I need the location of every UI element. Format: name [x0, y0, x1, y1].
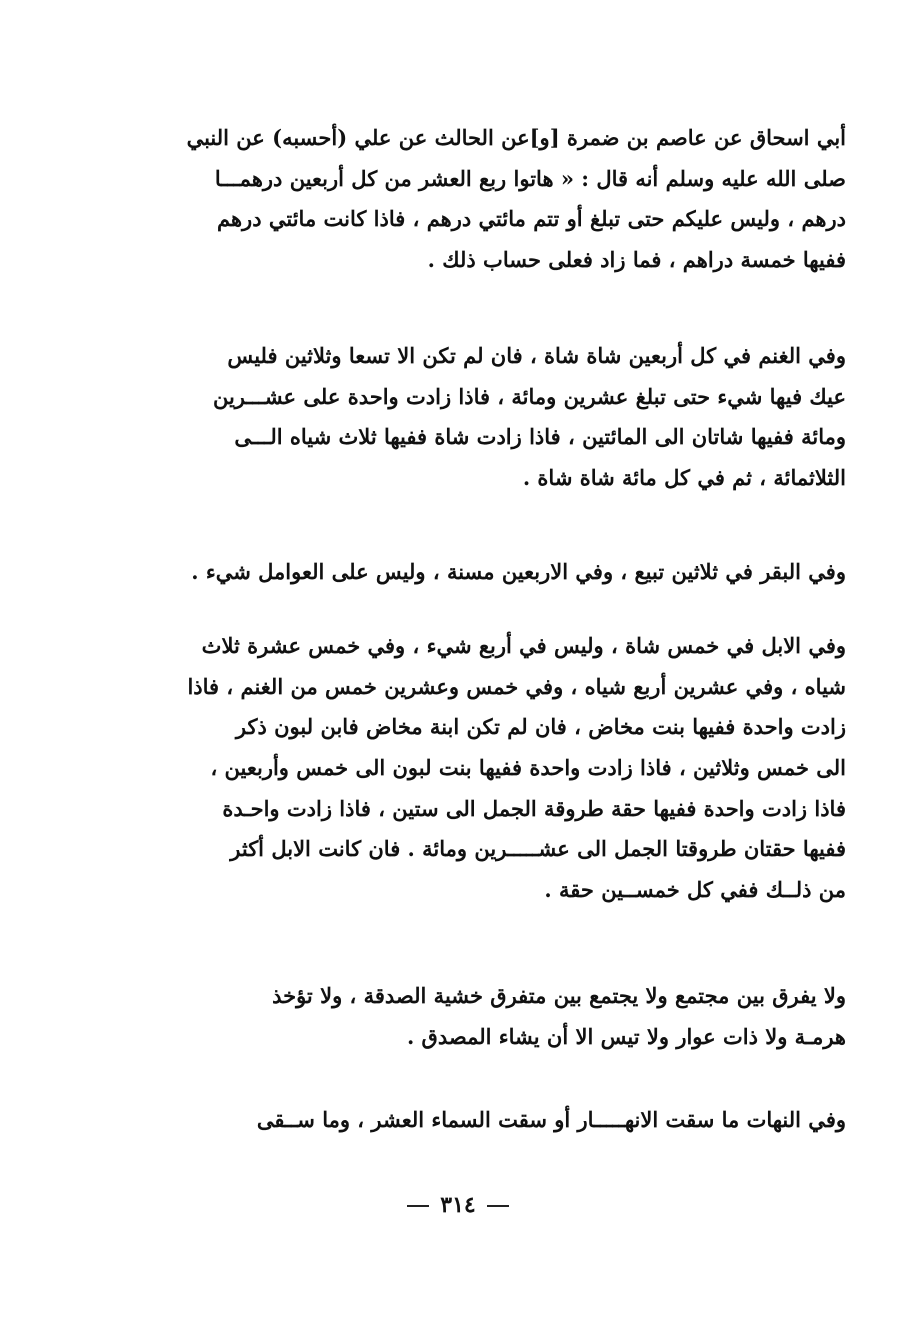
text-line: الى خمس وثلاثين ، فاذا زادت واحدة ففيها بنت لبون الى خمس وأربعين ،	[210, 755, 846, 781]
dash-ornament	[407, 1205, 429, 1207]
text-line: عيك فيها شيء حتى تبلغ عشرين ومائة ، فاذا زادت واحدة على عشـــرين	[212, 383, 846, 409]
text-line: وفي البقر في ثلاثين تبيع ، وفي الاربعين مسنة ، وليس على العوامل شيء .	[191, 559, 846, 584]
text-line: ففيها حقتان طروقتا الجمل الى عشـــــرين ومائة . فان كانت الابل أكثر	[230, 836, 846, 862]
text-line: درهم ، وليس عليكم حتى تبلغ أو تتم مائتي درهم ، فاذا كانت مائتي درهم	[217, 206, 846, 232]
page-number	[0, 1192, 916, 1218]
dash-ornament	[487, 1205, 509, 1207]
text-line: شياه ، وفي عشرين أربع شياه ، وفي خمس وعشرين خمس من الغنم ، فاذا	[187, 673, 846, 699]
text-line: زادت واحدة ففيها بنت مخاض ، فان لم تكن ابنة مخاض فابن لبون ذكر	[235, 714, 846, 740]
text-line: أبي اسحاق عن عاصم بن ضمرة [و]عن الحالث عن علي (أحسبه) عن النبي	[186, 125, 846, 150]
text-line: الثلاثمائة ، ثم في كل مائة شاة شاة .	[522, 465, 846, 491]
paragraph-5	[146, 976, 846, 1057]
text-line: وفي الابل في خمس شاة ، وليس في أربع شيء ، وفي خمس عشرة ثلاث	[201, 633, 846, 658]
text-line: ففيها خمسة دراهم ، فما زاد فعلى حساب ذلك .	[427, 247, 846, 273]
text-line: وفي الغنم في كل أربعين شاة شاة ، فان لم تكن الا تسعا وثلاثين فليس	[227, 343, 846, 368]
text-line: وفي النهات ما سقت الانهـــــار أو سقت السماء العشر ، وما ســقى	[256, 1107, 846, 1132]
paragraph-6	[146, 1100, 846, 1141]
paragraph-3	[146, 552, 846, 593]
text-line: ومائة ففيها شاتان الى المائتين ، فاذا زادت شاة ففيها ثلاث شياه الـــى	[234, 424, 846, 450]
paragraph-1	[146, 118, 846, 281]
text-line: صلى الله عليه وسلم أنه قال : « هاتوا ربع العشر من كل أربعين درهمـــا	[214, 165, 846, 191]
text-line: هرمـة ولا ذات عوار ولا تيس الا أن يشاء المصدق .	[406, 1023, 846, 1049]
paragraph-4	[146, 626, 846, 911]
text-line: ولا يفرق بين مجتمع ولا يجتمع بين متفرق خشية الصدقة ، ولا تؤخذ	[272, 983, 846, 1008]
paragraph-2	[146, 336, 846, 499]
text-line: فاذا زادت واحدة ففيها حقة طروقة الجمل الى ستين ، فاذا زادت واحـدة	[222, 795, 846, 821]
text-line: من ذلــك ففي كل خمســين حقة .	[544, 877, 846, 903]
page-number-text: ٣١٤	[440, 1192, 476, 1218]
